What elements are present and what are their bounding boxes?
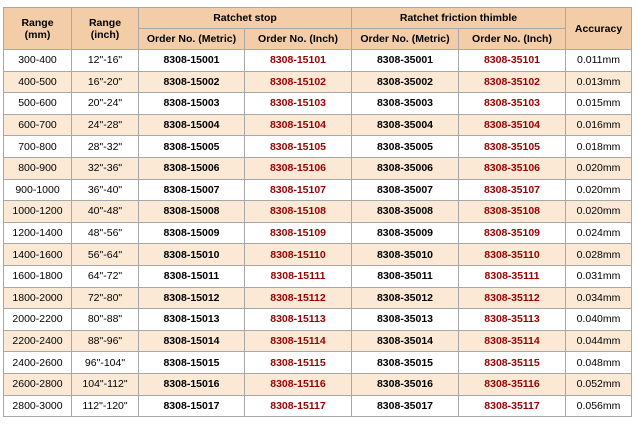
accuracy-cell: 0.016mm — [566, 114, 632, 136]
accuracy-cell: 0.015mm — [566, 93, 632, 115]
ratchet-friction-metric-cell: 8308-35016 — [352, 373, 459, 395]
ratchet-stop-inch-cell: 8308-15115 — [245, 352, 352, 374]
ratchet-stop-metric-cell: 8308-15006 — [139, 157, 245, 179]
ratchet-stop-inch-cell: 8308-15101 — [245, 50, 352, 72]
ratchet-stop-metric-cell: 8308-15008 — [139, 201, 245, 223]
table-row — [4, 309, 632, 331]
table-row — [4, 50, 632, 72]
range-inch-cell: 16"-20" — [72, 71, 139, 93]
range-mm-cell: 2200-2400 — [4, 330, 72, 352]
ratchet-stop-inch-cell: 8308-15109 — [245, 222, 352, 244]
table-row — [4, 114, 632, 136]
ratchet-friction-inch-header: Order No. (Inch) — [459, 29, 566, 50]
range-mm-cell: 800-900 — [4, 157, 72, 179]
range-mm-cell: 2400-2600 — [4, 352, 72, 374]
range-mm-cell: 600-700 — [4, 114, 72, 136]
accuracy-cell: 0.013mm — [566, 71, 632, 93]
ratchet-stop-inch-cell: 8308-15107 — [245, 179, 352, 201]
range-inch-cell: 28"-32" — [72, 136, 139, 158]
range-inch-cell: 20"-24" — [72, 93, 139, 115]
range-inch-cell: 48"-56" — [72, 222, 139, 244]
ratchet-friction-metric-cell: 8308-35015 — [352, 352, 459, 374]
ratchet-friction-inch-cell: 8308-35110 — [459, 244, 566, 266]
ratchet-friction-inch-cell: 8308-35111 — [459, 265, 566, 287]
table-row — [4, 157, 632, 179]
ratchet-friction-inch-cell: 8308-35101 — [459, 50, 566, 72]
ratchet-friction-metric-cell: 8308-35007 — [352, 179, 459, 201]
ratchet-friction-metric-cell: 8308-35013 — [352, 309, 459, 331]
ratchet-stop-inch-cell: 8308-15116 — [245, 373, 352, 395]
table-row — [4, 201, 632, 223]
table-row — [4, 287, 632, 309]
ratchet-stop-metric-cell: 8308-15011 — [139, 265, 245, 287]
ratchet-stop-metric-cell: 8308-15010 — [139, 244, 245, 266]
table-row — [4, 179, 632, 201]
ratchet-friction-metric-cell: 8308-35002 — [352, 71, 459, 93]
accuracy-cell: 0.040mm — [566, 309, 632, 331]
accuracy-cell: 0.018mm — [566, 136, 632, 158]
ratchet-friction-inch-cell: 8308-35113 — [459, 309, 566, 331]
accuracy-cell: 0.020mm — [566, 179, 632, 201]
accuracy-cell: 0.011mm — [566, 50, 632, 72]
table-row — [4, 244, 632, 266]
ratchet-friction-inch-cell: 8308-35115 — [459, 352, 566, 374]
ratchet-stop-inch-cell: 8308-15114 — [245, 330, 352, 352]
ratchet-friction-inch-cell: 8308-35106 — [459, 157, 566, 179]
product-table — [3, 7, 632, 417]
ratchet-stop-inch-header: Order No. (Inch) — [245, 29, 352, 50]
ratchet-friction-inch-cell: 8308-35104 — [459, 114, 566, 136]
range-mm-cell: 500-600 — [4, 93, 72, 115]
ratchet-stop-inch-cell: 8308-15104 — [245, 114, 352, 136]
range-mm-cell: 1400-1600 — [4, 244, 72, 266]
accuracy-cell: 0.031mm — [566, 265, 632, 287]
ratchet-friction-metric-header: Order No. (Metric) — [352, 29, 459, 50]
ratchet-stop-metric-header: Order No. (Metric) — [139, 29, 245, 50]
ratchet-stop-metric-cell: 8308-15004 — [139, 114, 245, 136]
ratchet-stop-metric-cell: 8308-15001 — [139, 50, 245, 72]
range-mm-cell: 2600-2800 — [4, 373, 72, 395]
range-mm-cell: 1200-1400 — [4, 222, 72, 244]
ratchet-friction-inch-cell: 8308-35116 — [459, 373, 566, 395]
range-mm-cell: 700-800 — [4, 136, 72, 158]
table-header — [4, 8, 632, 50]
range-mm-cell: 1000-1200 — [4, 201, 72, 223]
ratchet-stop-metric-cell: 8308-15015 — [139, 352, 245, 374]
ratchet-stop-metric-cell: 8308-15007 — [139, 179, 245, 201]
ratchet-friction-inch-cell: 8308-35103 — [459, 93, 566, 115]
range-inch-cell: 112"-120" — [72, 395, 139, 417]
accuracy-cell: 0.048mm — [566, 352, 632, 374]
ratchet-stop-inch-cell: 8308-15113 — [245, 309, 352, 331]
range-mm-cell: 1800-2000 — [4, 287, 72, 309]
range-inch-header — [72, 8, 139, 50]
range-inch-header-line2: (inch) — [90, 28, 120, 41]
ratchet-friction-inch-cell: 8308-35112 — [459, 287, 566, 309]
table-row — [4, 330, 632, 352]
ratchet-stop-inch-cell: 8308-15117 — [245, 395, 352, 417]
ratchet-stop-metric-cell: 8308-15002 — [139, 71, 245, 93]
ratchet-stop-inch-cell: 8308-15102 — [245, 71, 352, 93]
accuracy-cell: 0.024mm — [566, 222, 632, 244]
ratchet-friction-inch-cell: 8308-35114 — [459, 330, 566, 352]
ratchet-friction-thimble-header: Ratchet friction thimble — [352, 8, 566, 29]
accuracy-cell: 0.052mm — [566, 373, 632, 395]
ratchet-stop-inch-cell: 8308-15105 — [245, 136, 352, 158]
ratchet-stop-inch-cell: 8308-15103 — [245, 93, 352, 115]
range-mm-cell: 900-1000 — [4, 179, 72, 201]
ratchet-stop-inch-cell: 8308-15111 — [245, 265, 352, 287]
table-row — [4, 373, 632, 395]
accuracy-cell: 0.034mm — [566, 287, 632, 309]
range-inch-cell: 88"-96" — [72, 330, 139, 352]
range-mm-cell: 2800-3000 — [4, 395, 72, 417]
ratchet-friction-metric-cell: 8308-35009 — [352, 222, 459, 244]
ratchet-friction-metric-cell: 8308-35014 — [352, 330, 459, 352]
accuracy-cell: 0.020mm — [566, 157, 632, 179]
table-body — [4, 50, 632, 417]
ratchet-stop-metric-cell: 8308-15016 — [139, 373, 245, 395]
ratchet-stop-metric-cell: 8308-15014 — [139, 330, 245, 352]
range-inch-cell: 40"-48" — [72, 201, 139, 223]
table-row — [4, 222, 632, 244]
product-table-container — [3, 7, 632, 417]
ratchet-friction-inch-cell: 8308-35108 — [459, 201, 566, 223]
ratchet-stop-metric-cell: 8308-15013 — [139, 309, 245, 331]
ratchet-stop-header: Ratchet stop — [139, 8, 352, 29]
range-inch-cell: 36"-40" — [72, 179, 139, 201]
range-inch-cell: 56"-64" — [72, 244, 139, 266]
ratchet-friction-inch-cell: 8308-35109 — [459, 222, 566, 244]
range-mm-header-line2: (mm) — [24, 28, 51, 41]
ratchet-friction-inch-cell: 8308-35107 — [459, 179, 566, 201]
ratchet-friction-metric-cell: 8308-35017 — [352, 395, 459, 417]
ratchet-friction-metric-cell: 8308-35003 — [352, 93, 459, 115]
range-mm-cell: 400-500 — [4, 71, 72, 93]
ratchet-friction-metric-cell: 8308-35001 — [352, 50, 459, 72]
range-inch-cell: 72"-80" — [72, 287, 139, 309]
range-mm-cell: 1600-1800 — [4, 265, 72, 287]
ratchet-friction-metric-cell: 8308-35010 — [352, 244, 459, 266]
accuracy-cell: 0.028mm — [566, 244, 632, 266]
ratchet-friction-inch-cell: 8308-35102 — [459, 71, 566, 93]
ratchet-stop-metric-cell: 8308-15012 — [139, 287, 245, 309]
ratchet-friction-metric-cell: 8308-35012 — [352, 287, 459, 309]
ratchet-friction-metric-cell: 8308-35005 — [352, 136, 459, 158]
ratchet-stop-inch-cell: 8308-15112 — [245, 287, 352, 309]
table-row — [4, 93, 632, 115]
ratchet-friction-metric-cell: 8308-35008 — [352, 201, 459, 223]
table-row — [4, 136, 632, 158]
ratchet-stop-metric-cell: 8308-15017 — [139, 395, 245, 417]
accuracy-cell: 0.056mm — [566, 395, 632, 417]
table-row — [4, 71, 632, 93]
table-row — [4, 352, 632, 374]
range-inch-cell: 64"-72" — [72, 265, 139, 287]
range-inch-cell: 32"-36" — [72, 157, 139, 179]
range-inch-header-line1: Range — [88, 16, 122, 29]
table-row — [4, 395, 632, 417]
table-row — [4, 265, 632, 287]
ratchet-friction-inch-cell: 8308-35105 — [459, 136, 566, 158]
accuracy-header: Accuracy — [566, 8, 632, 50]
ratchet-stop-metric-cell: 8308-15005 — [139, 136, 245, 158]
range-inch-cell: 80"-88" — [72, 309, 139, 331]
ratchet-stop-metric-cell: 8308-15003 — [139, 93, 245, 115]
range-inch-cell: 12"-16" — [72, 50, 139, 72]
ratchet-friction-metric-cell: 8308-35004 — [352, 114, 459, 136]
ratchet-stop-inch-cell: 8308-15108 — [245, 201, 352, 223]
range-mm-header — [4, 8, 72, 50]
ratchet-friction-inch-cell: 8308-35117 — [459, 395, 566, 417]
ratchet-friction-metric-cell: 8308-35006 — [352, 157, 459, 179]
range-mm-cell: 300-400 — [4, 50, 72, 72]
range-inch-cell: 104"-112" — [72, 373, 139, 395]
ratchet-friction-metric-cell: 8308-35011 — [352, 265, 459, 287]
ratchet-stop-inch-cell: 8308-15110 — [245, 244, 352, 266]
range-mm-cell: 2000-2200 — [4, 309, 72, 331]
accuracy-cell: 0.020mm — [566, 201, 632, 223]
ratchet-stop-metric-cell: 8308-15009 — [139, 222, 245, 244]
range-inch-cell: 24"-28" — [72, 114, 139, 136]
ratchet-stop-inch-cell: 8308-15106 — [245, 157, 352, 179]
range-inch-cell: 96"-104" — [72, 352, 139, 374]
range-mm-header-line1: Range — [21, 16, 54, 29]
accuracy-cell: 0.044mm — [566, 330, 632, 352]
